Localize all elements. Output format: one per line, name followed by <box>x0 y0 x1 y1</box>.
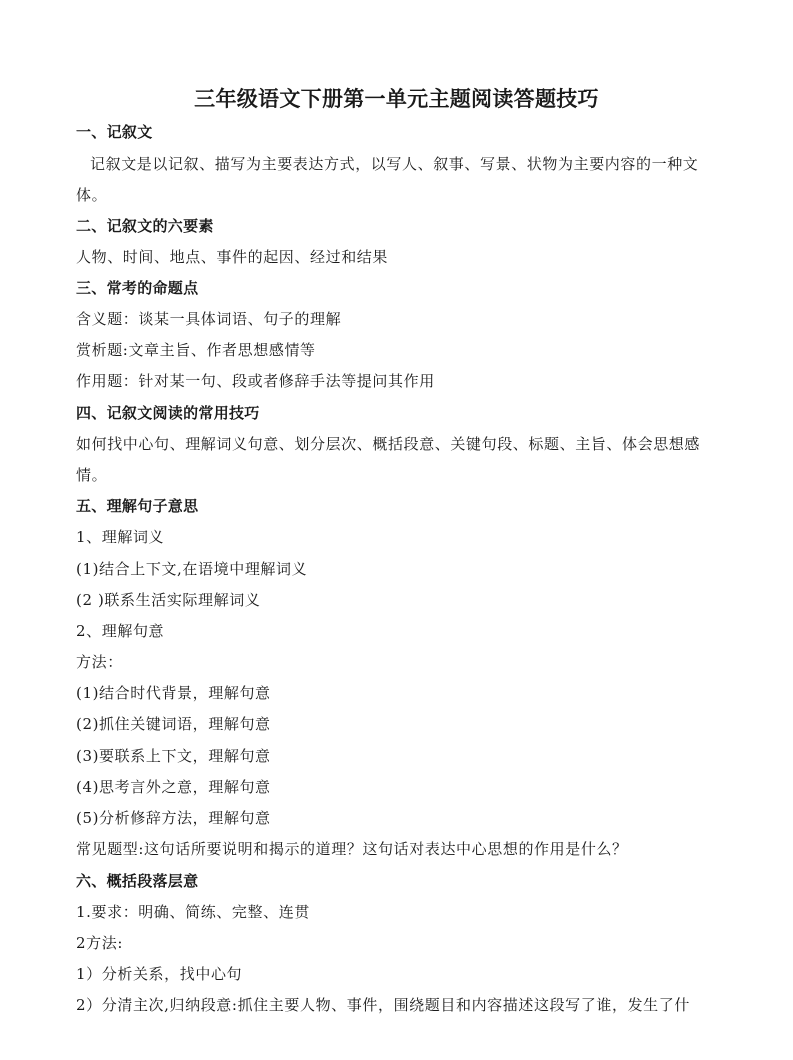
paragraph-line: 含义题：谈某一具体词语、句子的理解 <box>76 310 342 328</box>
section-heading-1: 一、记叙文 <box>76 123 153 141</box>
paragraph-line: 1、理解词义 <box>76 528 165 546</box>
section-heading-6: 六、概括段落层意 <box>76 872 199 890</box>
paragraph-line: 赏析题:文章主旨、作者思想感情等 <box>76 341 316 359</box>
paragraph-line: (2 )联系生活实际理解词义 <box>76 591 261 609</box>
paragraph-line: (1)结合上下文,在语境中理解词义 <box>76 560 308 578</box>
section-heading-2: 二、记叙文的六要素 <box>76 217 214 235</box>
paragraph-line: 2、理解句意 <box>76 622 165 640</box>
paragraph-line: (1)结合时代背景，理解句意 <box>76 684 271 702</box>
paragraph-line: 情。 <box>76 466 108 484</box>
paragraph-line: 方法： <box>76 653 123 671</box>
paragraph-line: (4)思考言外之意，理解句意 <box>76 778 271 796</box>
section-heading-4: 四、记叙文阅读的常用技巧 <box>76 404 260 422</box>
paragraph-line: 1）分析关系，找中心句 <box>76 965 243 983</box>
paragraph-line: (3)要联系上下文，理解句意 <box>76 747 271 765</box>
paragraph-line: 1.要求：明确、简练、完整、连贯 <box>76 903 310 921</box>
section-heading-3: 三、常考的命题点 <box>76 279 199 297</box>
paragraph-line: 2）分清主次,归纳段意:抓住主要人物、事件，围绕题目和内容描述这段写了谁，发生了什 <box>76 996 690 1014</box>
paragraph-line: 作用题：针对某一句、段或者修辞手法等提问其作用 <box>76 372 435 390</box>
paragraph-line: (5)分析修辞方法，理解句意 <box>76 809 271 827</box>
paragraph-line: 如何找中心句、理解词义句意、划分层次、概括段意、关键句段、标题、主旨、体会思想感 <box>76 435 701 453</box>
document-title: 三年级语文下册第一单元主题阅读答题技巧 <box>194 87 599 111</box>
paragraph-line: 记叙文是以记叙、描写为主要表达方式，以写人、叙事、写景、状物为主要内容的一种文 <box>90 155 699 173</box>
paragraph-line: 2方法: <box>76 934 123 952</box>
section-heading-5: 五、理解句子意思 <box>76 497 199 515</box>
paragraph-line: 常见题型:这句话所要说明和揭示的道理？这句话对表达中心思想的作用是什么？ <box>76 840 628 858</box>
paragraph-line: 体。 <box>76 186 108 204</box>
paragraph-line: 人物、时间、地点、事件的起因、经过和结果 <box>76 248 389 266</box>
paragraph-line: (2)抓住关键词语，理解句意 <box>76 715 271 733</box>
